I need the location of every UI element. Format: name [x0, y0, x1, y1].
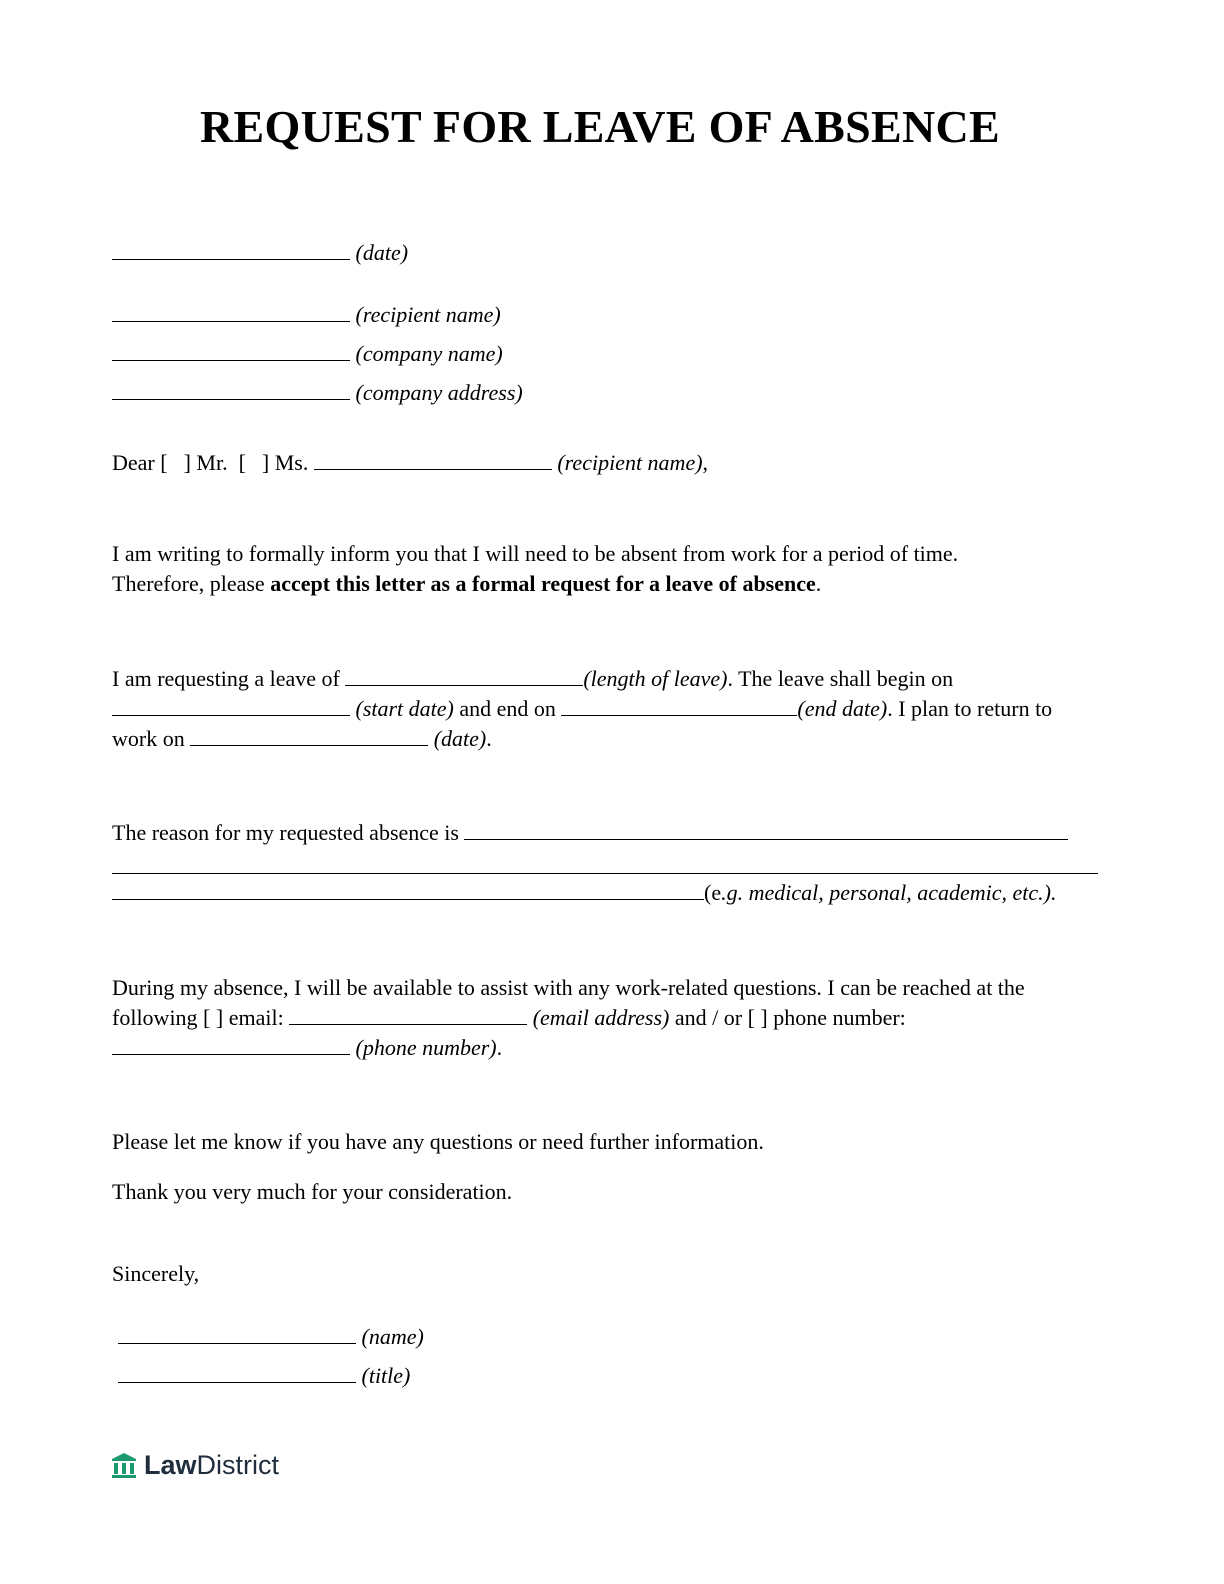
logo-district: District: [196, 1449, 280, 1480]
lawdistrict-logo: [110, 1448, 279, 1482]
email-blank[interactable]: [289, 1004, 527, 1025]
email-label: following [ ] email:: [112, 1005, 290, 1030]
name-blank[interactable]: [118, 1323, 356, 1344]
start-blank[interactable]: [112, 695, 350, 716]
reason-label: The reason for my requested absence is: [112, 820, 465, 845]
title-hint: (title): [361, 1363, 411, 1388]
address-field[interactable]: [112, 378, 523, 408]
length-blank[interactable]: [345, 665, 583, 686]
return-hint: (date): [433, 726, 487, 751]
date-hint: (date): [355, 240, 409, 265]
para4-end: .: [496, 1035, 503, 1060]
para1-post: .: [815, 571, 822, 596]
recipient-blank[interactable]: [314, 449, 552, 470]
ms-label: ] Ms.: [261, 450, 309, 475]
blank-line[interactable]: [112, 239, 350, 260]
blank-line[interactable]: [112, 340, 350, 361]
closing-line2: Thank you very much for your consideration.: [112, 1179, 513, 1204]
address-hint: (company address): [355, 380, 523, 405]
date-field[interactable]: [112, 238, 408, 268]
para2-a-post: . The leave shall begin on: [727, 666, 954, 691]
salutation: [112, 448, 708, 478]
para4-line2: [112, 1003, 906, 1033]
para2-c-post: .: [486, 726, 492, 751]
length-hint: (length of leave): [583, 666, 728, 691]
name-hint: (name): [361, 1324, 424, 1349]
para2-line1: [112, 664, 953, 694]
phone-blank[interactable]: [112, 1034, 350, 1055]
para4-line3: [112, 1033, 502, 1063]
company-field[interactable]: [112, 339, 503, 369]
end-blank[interactable]: [561, 695, 797, 716]
ms-open: [: [238, 450, 246, 475]
phone-label: and / or [ ] phone number:: [669, 1005, 906, 1030]
reason-blank-2[interactable]: [112, 853, 1098, 874]
title-blank[interactable]: [118, 1362, 356, 1383]
signature-title-field[interactable]: [118, 1361, 410, 1391]
building-icon: [110, 1450, 138, 1480]
para2-b-post: . I plan to return to: [887, 696, 1053, 721]
closing-line1: Please let me know if you have any questions or need further information.: [112, 1129, 764, 1154]
end-hint: (end date): [797, 696, 888, 721]
hint-open: (: [704, 880, 712, 905]
para2-c-pre: work on: [112, 726, 191, 751]
signature-name-field[interactable]: [118, 1322, 424, 1352]
para1-line1: I am writing to formally inform you that I will need to be absent from work for a period of time.: [112, 541, 959, 566]
blank-line[interactable]: [112, 379, 350, 400]
start-hint: (start date): [355, 696, 454, 721]
comma: ,: [702, 450, 709, 475]
para2-line2: [112, 694, 1052, 724]
salutation-hint: (recipient name): [557, 450, 703, 475]
return-blank[interactable]: [190, 725, 428, 746]
reason-blank[interactable]: [464, 819, 1068, 840]
reason-hint: .g. medical, personal, academic, etc.).: [721, 880, 1057, 905]
company-hint: (company name): [355, 341, 503, 366]
reason-blank-3[interactable]: [112, 879, 704, 900]
para2-a: I am requesting a leave of: [112, 666, 346, 691]
para1-bold: accept this letter as a formal request for a leave of absence: [270, 571, 816, 596]
email-hint: (email address): [532, 1005, 670, 1030]
blank-line[interactable]: [112, 301, 350, 322]
document-title: REQUEST FOR LEAVE OF ABSENCE: [200, 101, 1000, 152]
mr-label: ] Mr.: [183, 450, 228, 475]
para2-line3: [112, 724, 492, 754]
para1-line2: [112, 569, 821, 599]
para1-pre: Therefore, please: [112, 571, 271, 596]
logo-law: Law: [144, 1449, 197, 1480]
dear-text: Dear [: [112, 450, 168, 475]
recipient-field[interactable]: [112, 300, 501, 330]
para3-line3: [112, 878, 1057, 908]
para4-line1: During my absence, I will be available to assist with any work-related questions. I can be reached at the: [112, 975, 1025, 1000]
recipient-hint: (recipient name): [355, 302, 501, 327]
para3-line1: [112, 818, 1068, 848]
hint-e: e: [711, 880, 722, 905]
phone-hint: (phone number): [355, 1035, 497, 1060]
sign-off: Sincerely,: [112, 1261, 200, 1286]
para2-mid: and end on: [453, 696, 562, 721]
